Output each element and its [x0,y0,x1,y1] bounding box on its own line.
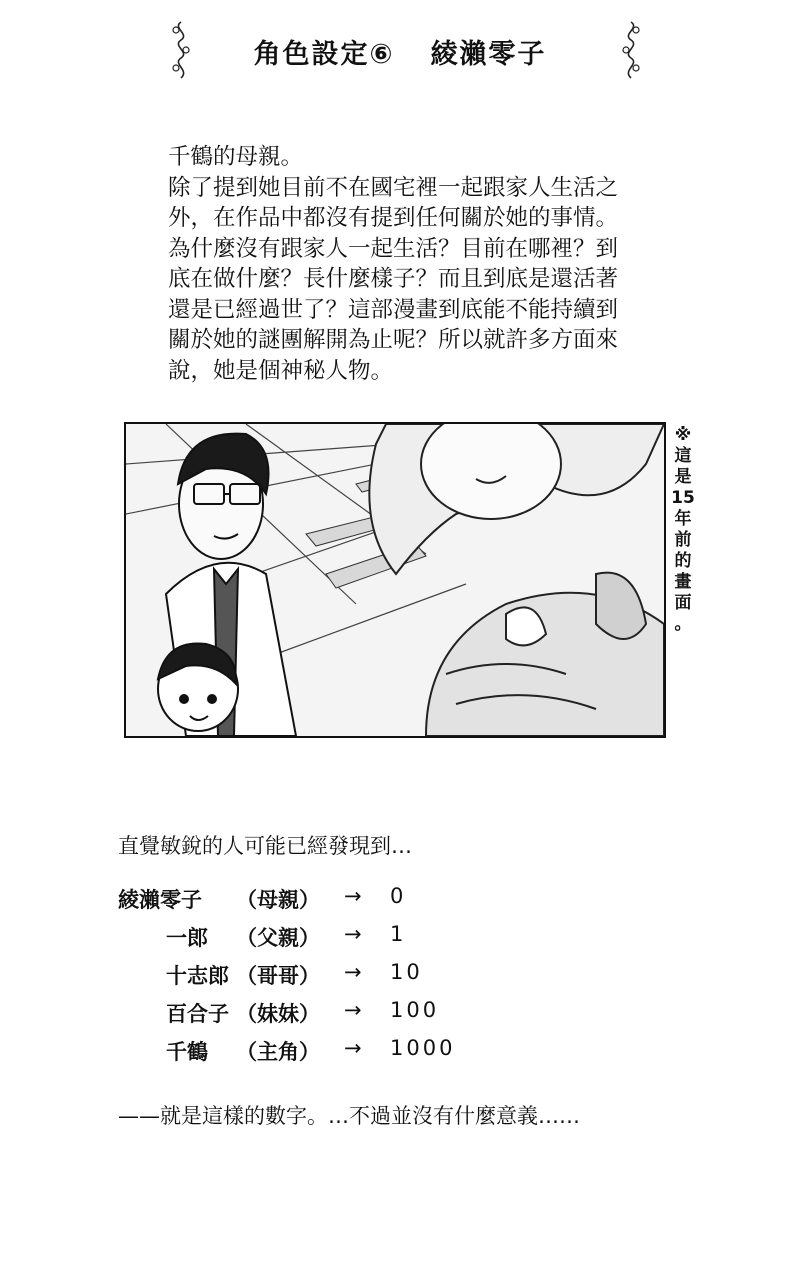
family-role: （母親） [236,888,320,912]
family-role: （主角） [236,1040,320,1064]
intro-line: 為什麼沒有跟家人一起生活？目前在哪裡？到 [168,235,619,262]
note-char: ※ [674,425,692,445]
scroll-flourish-icon [618,20,644,80]
boy-figure [158,643,238,731]
lead-text: 直覺敏銳的人可能已經發現到… [118,834,412,858]
note-char: 前 [674,530,692,550]
manga-illustration [126,424,664,736]
intro-line: 千鶴的母親。 [168,144,304,170]
note-char: 這 [674,446,692,466]
note-char: 面 [674,593,692,613]
family-role: （父親） [236,926,320,950]
family-row [118,960,538,998]
title-name: 綾瀨零子 [430,39,547,70]
family-name: 一郎 [166,926,208,950]
intro-line: 還是已經過世了？這部漫畫到底能不能持續到 [168,296,619,323]
family-name: 綾瀨零子 [118,888,202,912]
title-main: 角色設定⑥ [253,39,395,70]
intro-line: 關於她的謎團解開為止呢？所以就許多方面來 [168,327,619,353]
family-value: 0 [390,884,407,908]
note-char: 的 [674,551,692,571]
family-name: 百合子 [166,1002,229,1026]
intro-line: 除了提到她目前不在國宅裡一起跟家人生活之 [168,174,619,201]
family-number-list [118,884,538,1074]
family-value: 100 [390,998,440,1022]
arrow-icon: → [344,960,362,984]
note-char: 。 [674,614,692,634]
intro-text [168,142,648,386]
intro-line: 外，在作品中都沒有提到任何關於她的事情。 [168,205,619,231]
note-char: 15 [671,488,695,508]
note-char: 是 [674,467,692,487]
panel-side-note [671,425,695,635]
title-row [0,20,800,80]
arrow-icon: → [344,922,362,946]
closing-text: ——就是這樣的數字。…不過並沒有什麼意義…… [118,1104,580,1128]
family-name: 千鶴 [166,1040,208,1064]
family-value: 1000 [390,1036,456,1060]
family-role: （哥哥） [236,964,320,988]
scroll-flourish-icon [168,20,194,80]
intro-line: 說，她是個神秘人物。 [168,357,394,384]
family-value: 1 [390,922,407,946]
page-title [200,32,600,71]
family-name: 十志郎 [166,964,229,988]
family-row [118,1036,538,1074]
family-row [118,998,538,1036]
family-value: 10 [390,960,423,984]
manga-panel [124,422,666,738]
note-char: 畫 [674,572,692,592]
arrow-icon: → [344,1036,362,1060]
intro-line: 底在做什麼？長什麼樣子？而且到底是還活著 [168,266,619,292]
woman-figure [369,424,664,736]
family-row [118,922,538,960]
arrow-icon: → [344,998,362,1022]
arrow-icon: → [344,884,362,908]
family-role: （妹妹） [236,1002,320,1026]
family-row [118,884,538,922]
note-char: 年 [674,509,692,529]
